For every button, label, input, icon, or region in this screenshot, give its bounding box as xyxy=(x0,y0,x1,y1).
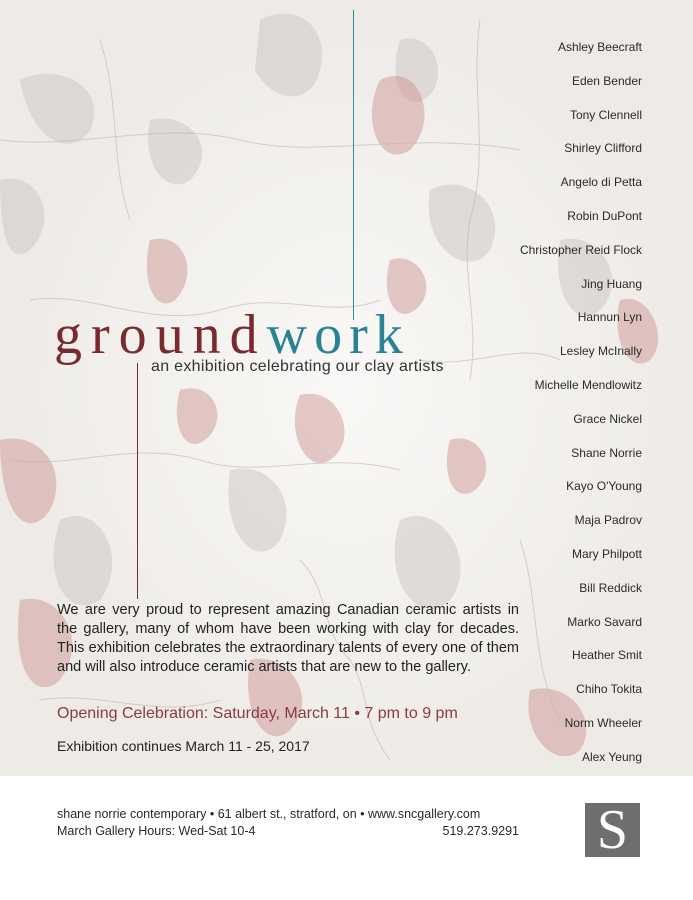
artist-name: Angelo di Petta xyxy=(560,175,642,190)
artist-name: Heather Smit xyxy=(571,648,642,663)
artist-name: Ashley Beecraft xyxy=(557,40,642,54)
artist-name: Eden Bender xyxy=(571,73,642,88)
intro-paragraph: We are very proud to represent amazing Canadian ceramic artists in the gallery, many of whom have been working with clay for decades. This exhibition celebrates the extraordinary talents of every one of them and will also introduce ceramic artists that are new to the gallery. xyxy=(57,602,519,675)
gallery-hours: March Gallery Hours: Wed-Sat 10-4 xyxy=(57,824,256,838)
artist-name: Tony Clennell xyxy=(569,107,642,122)
gallery-footer xyxy=(0,776,693,900)
title-work: work xyxy=(266,304,410,366)
gallery-address: shane norrie contemporary • 61 albert st., stratford, on • www.sncgallery.com xyxy=(57,807,481,821)
artist-name: Chiho Tokita xyxy=(576,682,642,697)
artist-name: Bill Reddick xyxy=(579,580,642,595)
artist-name: Robin DuPont xyxy=(567,208,642,223)
artist-name: Norm Wheeler xyxy=(564,715,642,730)
teal-accent-line xyxy=(353,10,354,320)
title-ground: ground xyxy=(54,304,267,366)
artist-name: Hannun Lyn xyxy=(577,310,642,325)
exhibition-subtitle: an exhibition celebrating our clay artists xyxy=(151,358,444,375)
artist-name: Shane Norrie xyxy=(571,445,642,460)
artist-name: Grace Nickel xyxy=(573,411,642,426)
opening-celebration: Opening Celebration: Saturday, March 11 • 7 pm to 9 pm xyxy=(57,705,458,722)
exhibition-dates: Exhibition continues March 11 - 25, 2017 xyxy=(57,738,310,754)
artist-name: Marko Savard xyxy=(567,614,642,629)
artist-name: Maja Padrov xyxy=(574,513,642,528)
artist-name: Christopher Reid Flock xyxy=(519,242,642,257)
artist-list xyxy=(520,38,642,782)
artist-name: Mary Philpott xyxy=(571,546,642,561)
gallery-hours-row xyxy=(57,824,519,838)
red-accent-line xyxy=(137,363,138,599)
logo-letter: S xyxy=(596,799,629,861)
artist-name: Alex Yeung xyxy=(581,749,642,764)
artist-name: Shirley Clifford xyxy=(564,141,642,156)
gallery-logo xyxy=(585,799,640,861)
artist-name: Jing Huang xyxy=(581,276,642,291)
artist-name: Lesley McInally xyxy=(559,344,642,359)
gallery-phone: 519.273.9291 xyxy=(442,824,519,838)
artist-name: Michelle Mendlowitz xyxy=(534,377,642,392)
artist-name: Kayo O'Young xyxy=(566,479,642,494)
